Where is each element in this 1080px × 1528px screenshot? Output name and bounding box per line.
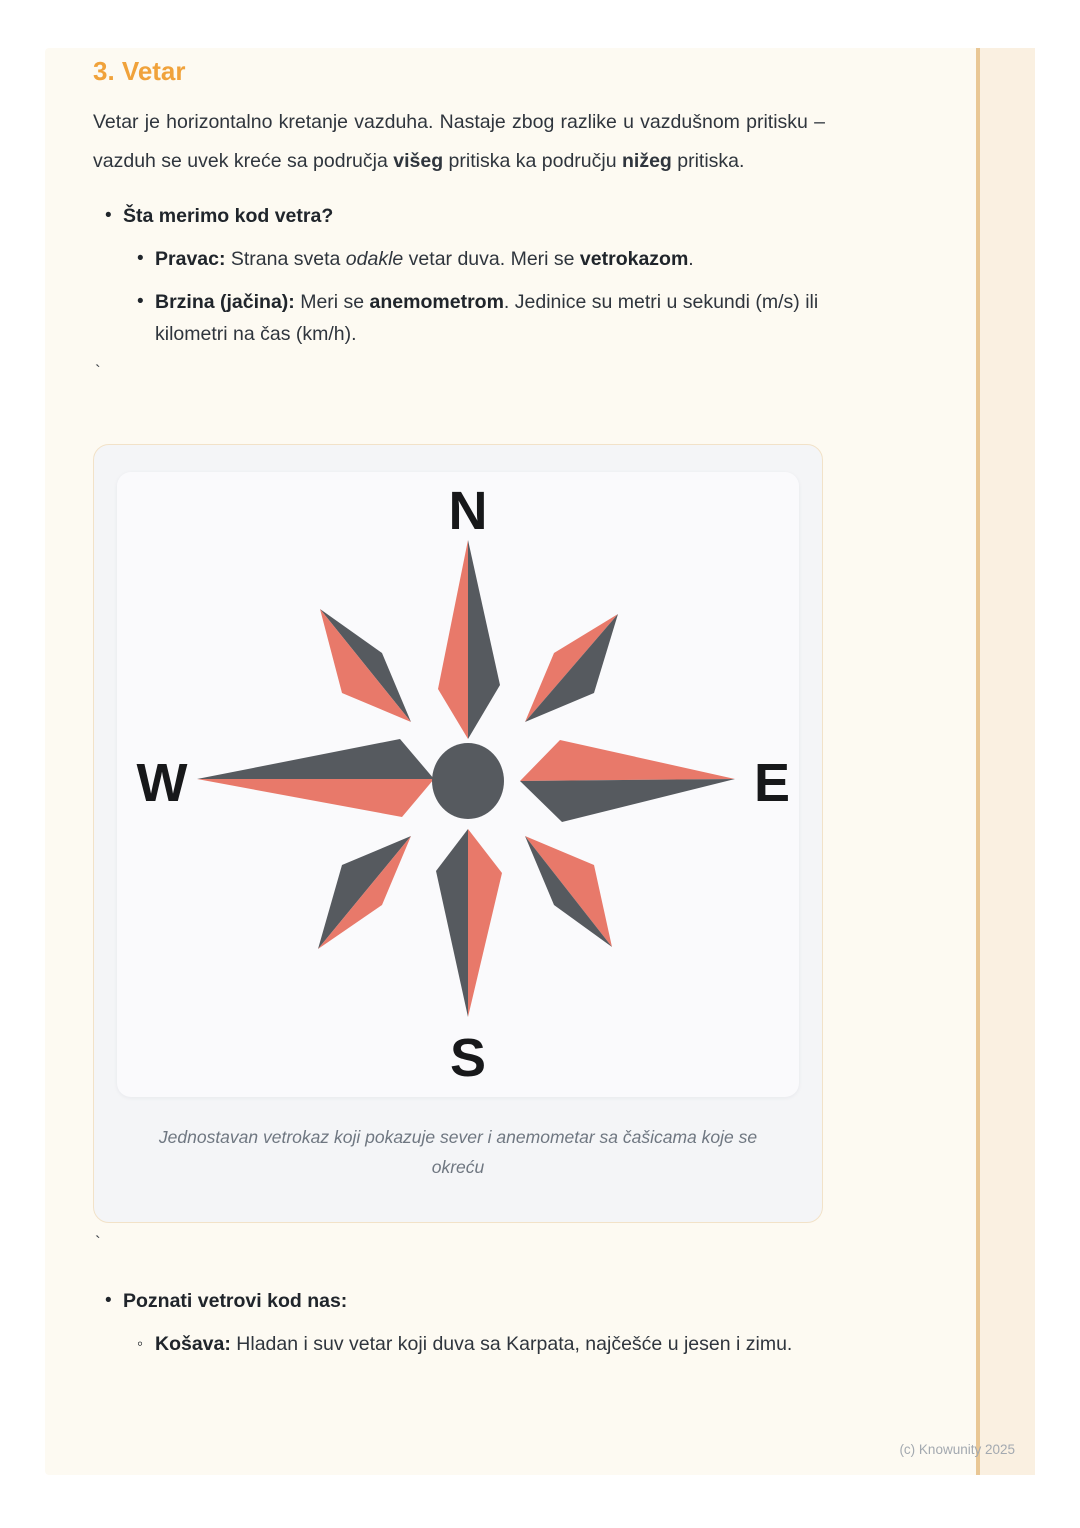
compass-point-north (468, 540, 500, 739)
watermark: (c) Knowunity 2025 (899, 1442, 1015, 1457)
page-content (93, 48, 825, 1360)
figure-caption: Jednostavan vetrokaz koji pokazuje sever i anemometar sa čašicama koje se okreću (158, 1127, 758, 1177)
compass-point-west (197, 779, 434, 817)
bullet-disc-icon (137, 286, 155, 318)
compass-north-label: N (448, 481, 488, 541)
compass-point-south (436, 829, 468, 1017)
winds-list-header-item (105, 1285, 825, 1317)
bullet-disc-icon (105, 200, 123, 232)
compass-rose-image (117, 472, 799, 1097)
compass-point-southwest (318, 836, 411, 949)
compass-point-east (520, 740, 735, 781)
compass-point-north (438, 540, 468, 739)
compass-center-hub (432, 743, 504, 819)
measure-list-header-item (105, 200, 825, 232)
list-item-brzina: • Brzina (jačina): Meri se anemometrom. Jedinice su metri u sekundi (m/s) ili kilometri na čas (km/h). (137, 286, 825, 350)
list-item-pravac: • Pravac: Strana sveta odakle vetar duva. Meri se vetrokazom. (137, 243, 825, 275)
compass-point-east (520, 779, 735, 822)
winds-list (93, 1285, 825, 1360)
winds-list-header: Poznati vetrovi kod nas: (123, 1290, 348, 1312)
section-heading: 3. Vetar (93, 56, 186, 86)
compass-point-south (468, 829, 502, 1017)
bullet-circle-icon (137, 1328, 155, 1360)
bullet-disc-icon (105, 1285, 123, 1317)
page-margin-strip (976, 48, 1035, 1475)
intro-paragraph: Vetar je horizontalno kretanje vazduha. Nastaje zbog razlike u vazdušnom pritisku – vazduh se uvek kreće sa područja višeg pritiska ka području nižeg pritiska. (93, 111, 825, 172)
stray-backtick: ` (95, 1233, 101, 1252)
measure-list-header: Šta merimo kod vetra? (123, 205, 334, 227)
document-page (45, 48, 1035, 1475)
compass-east-label: E (753, 753, 791, 813)
compass-point-west (197, 739, 434, 779)
measure-list (93, 200, 825, 350)
compass-south-label: S (449, 1028, 487, 1088)
compass-image-panel (117, 472, 799, 1097)
bullet-disc-icon (137, 243, 155, 275)
stray-backtick: ` (95, 362, 101, 381)
figure-card (93, 444, 823, 1223)
list-item-kosava: ◦ Košava: Hladan i suv vetar koji duva sa Karpata, najčešće u jesen i zimu. (137, 1328, 825, 1360)
compass-west-label: W (136, 753, 188, 813)
